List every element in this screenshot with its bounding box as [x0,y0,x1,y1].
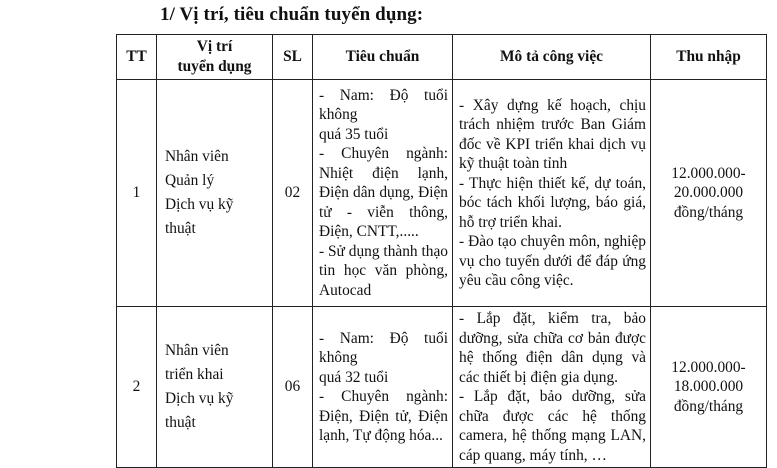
table-row [117,307,767,468]
header-standard: Tiêu chuẩn [313,35,453,80]
position-line: Dịch vụ kỹ [165,390,234,407]
row-position [157,307,273,468]
row-standard [313,80,453,307]
header-position [157,35,273,80]
income-line: 12.000.000- [671,164,746,182]
header-tt: TT [117,35,157,80]
row-income [651,80,767,307]
row-sl: 02 [273,80,313,307]
standard-item: - Nam: Độ tuổi không [319,329,448,366]
description-item: - Đào tạo chuyên môn, nghiệp vụ cho tuyến dưới để đáp ứng yêu cầu công việc. [459,233,646,289]
position-line: thuật [165,220,196,237]
row-tt: 1 [117,80,157,307]
income-line: 12.000.000- [671,358,746,376]
table-header-row [117,35,767,80]
row-tt: 2 [117,307,157,468]
standard-item: - Chuyên ngành: Nhiệt điện lạnh, Điện dân dụng, Điện tử - viễn thông, Điện, CNTT,..... [319,145,448,241]
position-line: Dịch vụ kỹ [165,196,234,213]
standard-item: - Nam: Độ tuổi không [319,86,448,124]
header-sl: SL [273,35,313,80]
income-line: 18.000.000 [673,378,744,396]
position-line: Nhân viên [165,342,229,359]
recruitment-table [116,34,767,468]
position-line: thuật [165,414,196,431]
row-income [651,307,767,468]
header-position-line1: Vị trí [196,38,233,55]
standard-item: - Chuyên ngành: Điện, Điện tử, Điện lạnh, Tự động hóa... [319,388,448,444]
standard-item: - Sử dụng thành thạo tin học văn phòng, Autocad [319,242,448,299]
row-description [453,307,651,468]
income-line: đồng/tháng [673,203,744,221]
table-row [117,80,767,307]
row-position [157,80,273,307]
row-standard [313,307,453,468]
position-line: Nhân viên [165,148,229,165]
income-line: đồng/tháng [673,397,744,415]
row-sl: 06 [273,307,313,468]
header-position-line2: tuyển dụng [177,58,252,75]
description-item: - Xây dựng kế hoạch, chịu trách nhiệm trước Ban Giám đốc về KPI triển khai dịch vụ kỹ thuật toàn tỉnh [459,96,646,172]
row-description [453,80,651,307]
position-line: triển khai [165,366,224,383]
description-item: - Lắp đặt, bảo dưỡng, sửa chữa được các hệ thống camera, hệ thống mạng LAN, cáp quang, máy tính, … [459,388,646,464]
description-item: - Lắp đặt, kiểm tra, bảo dưỡng, sửa chữa cơ bản được hệ thống điện dân dụng và các thiết bị điện gia dụng. [459,310,646,386]
description-item: - Thực hiện thiết kế, dự toán, bóc tách khối lượng, báo giá, hỗ trợ triển khai. [459,174,646,231]
standard-item: quá 32 tuổi [319,368,389,386]
section-heading: 1/ Vị trí, tiêu chuẩn tuyển dụng: [160,4,424,25]
header-income: Thu nhập [651,35,767,80]
standard-item: quá 35 tuổi [319,125,389,143]
position-line: Quản lý [165,172,215,189]
income-line: 20.000.000 [673,184,744,202]
header-description: Mô tả công việc [453,35,651,80]
